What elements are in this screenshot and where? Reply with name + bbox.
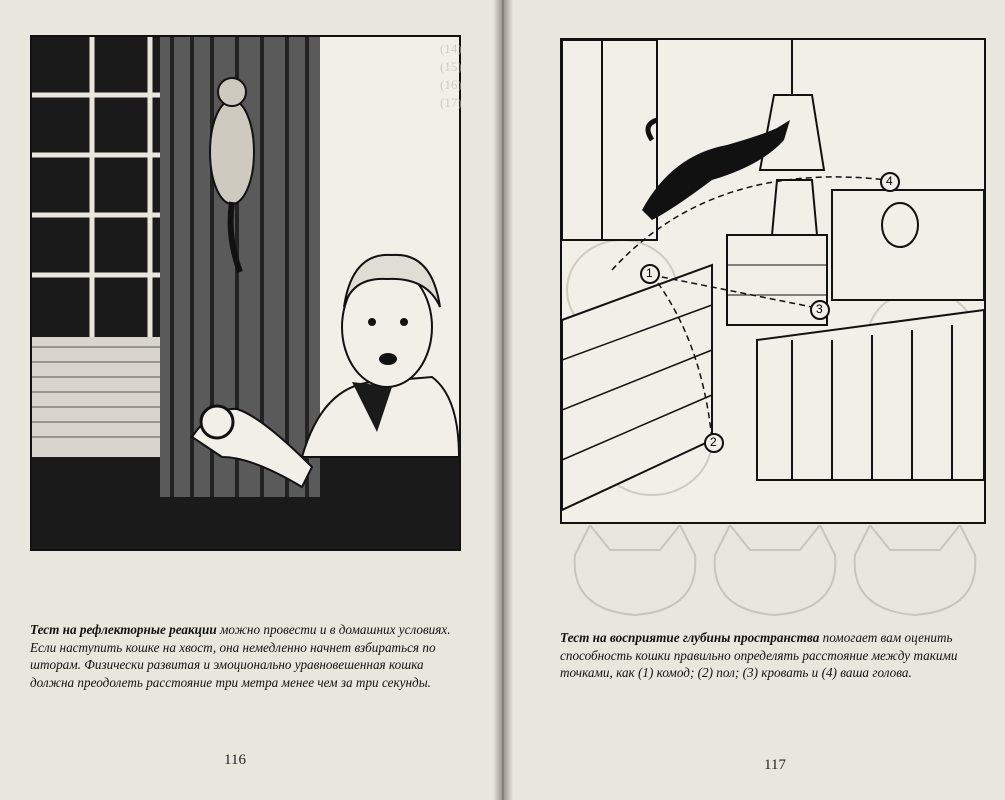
book-gutter: [493, 0, 513, 800]
bleed-through-cat-faces: [565, 525, 985, 620]
page-number-right: 117: [764, 757, 786, 773]
marker-3: 3: [816, 302, 823, 316]
marker-1: 1: [646, 266, 653, 280]
marker-4: 4: [886, 174, 893, 188]
left-caption: [30, 621, 460, 691]
marker-2: 2: [710, 435, 717, 449]
bleed-through-text: (14) (15) (16) (17): [440, 41, 462, 110]
left-caption-title: Тест на рефлекторные реакции: [30, 622, 217, 637]
reflex-test-illustration: [30, 35, 461, 551]
depth-test-illustration: [560, 38, 986, 524]
left-caption-body: можно провести и в домашних условиях. Если наступить кошке на хвост, она немедленно начнет взбираться по шторам. Физически развитая и эмоционально уравновешенная кошка должна преодолеть расстояние три метра менее чем за три секунды.: [30, 622, 451, 690]
right-caption: [560, 629, 985, 682]
right-caption-title: Тест на восприятие глубины пространства: [560, 630, 820, 645]
page-number-left: 116: [224, 752, 246, 768]
right-caption-body: помогает вам оценить способность кошки правильно определять расстояние между такими точками, как (1) комод; (2) пол; (3) кровать и (4) ваша голова.: [560, 630, 958, 680]
